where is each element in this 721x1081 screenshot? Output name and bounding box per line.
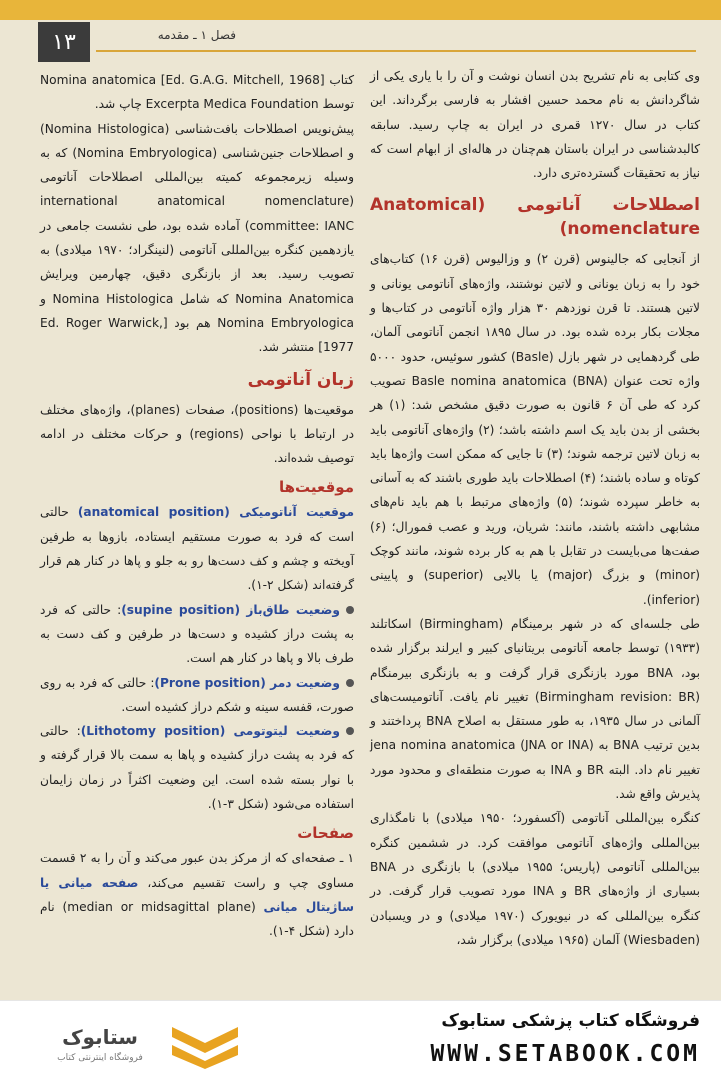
left-column: [40, 68, 354, 944]
bullet-icon: [346, 606, 354, 614]
right-column: [370, 64, 700, 952]
planes-text-b: (median or midsagittal plane) نام دارد (شکل ۴-۱).: [40, 899, 354, 939]
anatomical-position-text: حالتی است که فرد به صورت مستقیم ایستاده، بازوها به طرفین آویخته و چشم و کف دست‌ها رو به جلو و پاها در کنار هم قرار گرفته‌اند (شکل ۲-۱).: [40, 505, 354, 593]
nomenclature-paragraph-1: از آنجایی که جالینوس (قرن ۲) و وزالیوس (قرن ۱۶) کتاب‌های خود را به زبان یونانی و لاتین نوشتند، واژه‌های آناتومی یونانی و لاتین هستند. تا قرن نوزدهم ۳۰ هزار واژه آناتومی در کتاب‌ها و مجلات بکار برده شده بود. در سال ۱۸۹۵ انجمن آناتومی آلمان، طی گردهمایی در شهر بازل (Basle) کشور سوئیس، حدود ۵۰۰۰ واژه تحت عنوان Basle nomina anatomica (BNA) تصویب کرد که طی آن ۶ قانون به صورت دقیق مشخص شد: (۱) هر بخشی از بدن باید یک اسم داشته باشد؛ (۲) واژه‌های آناتومی باید به زبان لاتین ترجمه شوند؛ (۳) تا جایی که ممکن است واژه‌ها باید کوتاه و ساده باشند؛ (۴) اصطلاحات باید طوری باشند که به آسانی به خاطر سپرده شوند؛ (۵) واژه‌های مرتبط با هم باید نام‌های مشابهی داشته باشند، مانند: شریان، ورید و عصب فمورال؛ (۶) صفت‌ها می‌بایست در تقابل با هم به کار برده شوند، مانند کوچک (minor) و بزرگ (major) یا بالایی (superior) و پایینی (inferior).: [370, 252, 701, 607]
planes-text-a: ۱ ـ صفحه‌ای که از مرکز بدن عبور می‌کند و آن را به ۲ قسمت مساوی چپ و راست تقسیم می‌کند،: [40, 851, 355, 890]
shop-url-link[interactable]: WWW.SETABOOK.COM: [430, 1041, 700, 1067]
histologica-paragraph: پیش‌نویس اصطلاحات بافت‌شناسی (Nomina Histologica) و اصطلاحات جنین‌شناسی (Nomina Embryologica) که به وسیله زیرمجموعه کمیته بین‌المللی اصطلاحات آناتومی (international anatomical nomenclature committee: IANC) آماده شده بود، طی نشست جامعی در یازدهمین کنگره بین‌المللی آناتومی (لنینگراد؛ ۱۹۷۰ میلادی) به تصویب رسید. بعد از بازنگری دقیق، چهارمین ویرایش Nomina Anatomica که شامل Nomina Histologica و Nomina Embryologica هم بود [Ed. Roger Warwick, 1977] منتشر شد.: [40, 121, 354, 355]
shop-name: فروشگاه کتاب پزشکی ستابوک: [441, 1011, 700, 1031]
subheading-positions: موقعیت‌ها: [278, 478, 354, 497]
store-footer-banner: [0, 1000, 721, 1081]
section-heading-language: زبان آناتومی: [247, 369, 354, 390]
supine-item: [40, 598, 354, 671]
top-color-bar: [0, 0, 721, 20]
logo-subtitle: فروشگاه اینترنتی کتاب: [57, 1053, 143, 1063]
prone-term: وضعیت دمر (Prone position): [154, 675, 340, 690]
lithotomy-term: وضعیت لیتوتومی (Lithotomy position): [80, 724, 340, 739]
bullet-icon: [346, 679, 354, 687]
subheading-planes: صفحات: [297, 824, 354, 843]
prone-item: [40, 671, 354, 720]
page-number: ۱۳: [38, 22, 90, 62]
intro-paragraph: وی کتابی به نام تشریح بدن انسان نوشت و آن را با یاری یکی از شاگردانش به نام محمد حسین افشار به فارسی برگرداند. این کتاب در سال ۱۲۷۰ قمری در ایران به چاپ رسید. سابقه کالبدشناسی در ایران باستان هم‌چنان در هاله‌ای از ابهام است که نیاز به تحقیقات گسترده‌تری دارد.: [370, 69, 700, 181]
anatomical-position-item: [40, 500, 354, 597]
store-logo[interactable]: [24, 1017, 284, 1067]
planes-term: صفحه میانی یا ساژیتال میانی: [40, 875, 355, 914]
mitchell-paragraph: کتاب Nomina anatomica [Ed. G.A.G. Mitchell, 1968] توسط Excerpta Medica Foundation چاپ شد.: [40, 73, 355, 112]
anatomical-position-term: موقعیت آناتومیکی (anatomical position): [77, 505, 354, 520]
supine-term: وضعیت طاق‌باز (supine position): [121, 602, 340, 617]
language-paragraph: موقعیت‌ها (positions)، صفحات (planes)، واژه‌های مختلف در ارتباط با نواحی (regions) و حرکات مختلف در ادامه توصیف شده‌اند.: [40, 402, 355, 466]
bullet-icon: [346, 727, 354, 735]
lithotomy-text: : حالتی که فرد به پشت دراز کشیده و پاها به سمت بالا قرار گرفته و با نوار بسته شده است. این وضعیت اکثراً در زمان زایمان استفاده می‌شود (شکل ۳-۱).: [40, 724, 354, 812]
section-heading-nomenclature: اصطلاحات آناتومی (Anatomical nomenclature): [370, 195, 700, 240]
planes-paragraph: [40, 846, 354, 943]
supine-text: : حالتی که فرد به پشت دراز کشیده و دست‌ها در طرفین و کف دست به طرف بالا و پاها در کنار هم است.: [40, 602, 354, 666]
header-divider: [96, 50, 696, 52]
chapter-title: فصل ۱ ـ مقدمه: [157, 28, 236, 42]
lithotomy-item: [40, 719, 354, 816]
prone-text: : حالتی که فرد به روی صورت، قفسه سینه و شکم دراز کشیده است.: [40, 675, 354, 714]
nomenclature-paragraph-3: کنگره بین‌المللی آناتومی (آکسفورد؛ ۱۹۵۰ میلادی) با نامگذاری بین‌المللی واژه‌های آناتومی موافقت کرد. در ششمین کنگره بین‌المللی آناتومی (پاریس؛ ۱۹۵۵ میلادی) با بازنگری در BNA بسیاری از واژه‌های BR و INA مورد تصویب قرار گرفت. در کنگره بین‌المللی که در نیویورک (۱۹۷۰ میلادی) و در ویسبادن (Wiesbaden) آلمان (۱۹۶۵ میلادی) برگزار شد،: [370, 811, 701, 947]
chevron-logo-icon: [170, 1023, 240, 1069]
logo-wordmark: ستابوک: [62, 1025, 138, 1049]
nomenclature-paragraph-2: طی جلسه‌ای که در شهر برمینگام (Birmingham) اسکاتلند (۱۹۳۳) توسط جامعه آناتومی بریتانیای کبیر و ایرلند برگزار شده بود، BNA مورد بازنگری قرار گرفت و به بازنگری بیرمنگام (Birmingham revision: BR) تغییر نام یافت. آناتومیست‌های آلمانی در سال ۱۹۳۵، به طور مستقل به اصلاح BNA پرداختند و بدین ترتیب BNA به jena nomina anatomica (JNA or INA) تغییر نام داد. البته BR و INA به صورت منطقه‌ای و محدود مورد پذیرش واقع شد.: [370, 616, 701, 802]
